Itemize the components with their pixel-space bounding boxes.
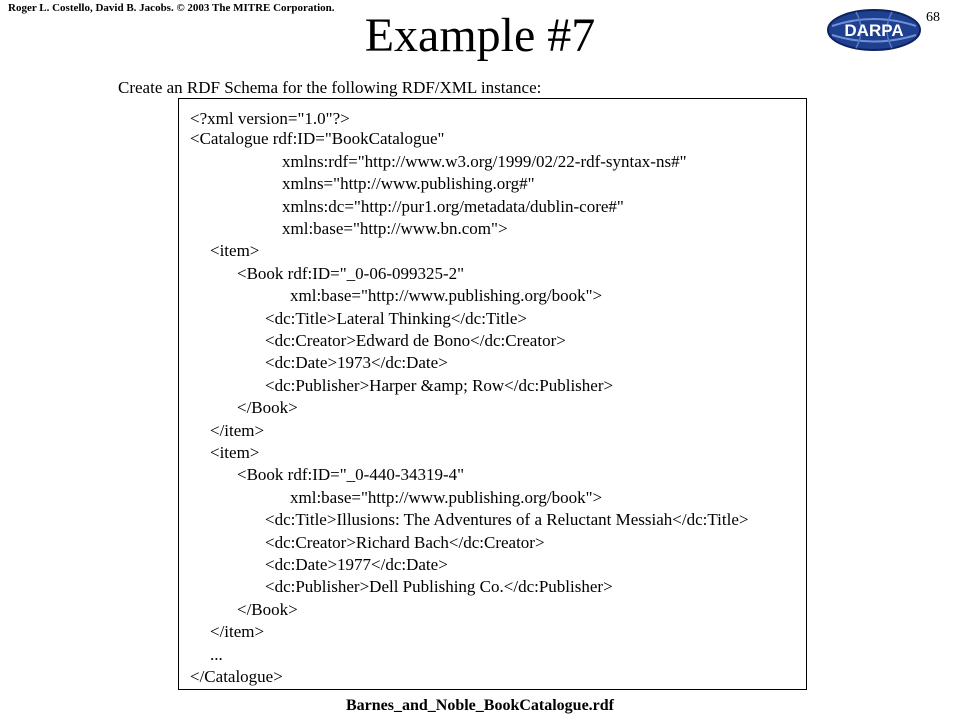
instruction-text: Create an RDF Schema for the following RDF/XML instance: (118, 78, 542, 97)
darpa-logo-text: DARPA (844, 21, 904, 40)
code-line: </Book> (237, 600, 298, 619)
slide-title: Example #7 (364, 9, 596, 62)
code-line: xml:base="http://www.publishing.org/book"> (290, 286, 603, 305)
code-line: xml:base="http://www.bn.com"> (282, 219, 508, 238)
code-line: <Catalogue rdf:ID="BookCatalogue" (190, 129, 445, 148)
file-name-caption: Barnes_and_Noble_BookCatalogue.rdf (345, 697, 615, 714)
code-line: xmlns:rdf="http://www.w3.org/1999/02/22-rdf-syntax-ns#" (282, 152, 687, 171)
code-line: <dc:Date>1973</dc:Date> (265, 353, 448, 372)
code-line: <dc:Date>1977</dc:Date> (265, 555, 448, 574)
code-line: <dc:Creator>Edward de Bono</dc:Creator> (265, 331, 566, 350)
code-line: </Book> (237, 398, 298, 417)
code-line: <Book rdf:ID="_0-06-099325-2" (237, 264, 465, 283)
code-line: xmlns:dc="http://pur1.org/metadata/dublin-core#" (282, 197, 624, 216)
code-line: </item> (210, 421, 265, 440)
rdf-xml-code-box (178, 98, 807, 690)
code-line: <Book rdf:ID="_0-440-34319-4" (237, 465, 465, 484)
code-line: </Catalogue> (190, 667, 283, 686)
code-line: xmlns="http://www.publishing.org#" (282, 174, 535, 193)
code-line: <item> (210, 443, 260, 462)
code-line: ... (210, 645, 223, 664)
code-line: <dc:Creator>Richard Bach</dc:Creator> (265, 533, 545, 552)
code-line: <?xml version="1.0"?> (190, 109, 350, 128)
code-line: <dc:Publisher>Harper &amp; Row</dc:Publisher> (265, 376, 614, 395)
page-number: 68 (926, 10, 940, 25)
code-line: <dc:Title>Lateral Thinking</dc:Title> (265, 309, 528, 328)
code-line: </item> (210, 622, 265, 641)
code-line: xml:base="http://www.publishing.org/book"> (290, 488, 603, 507)
code-line: <dc:Publisher>Dell Publishing Co.</dc:Publisher> (265, 577, 613, 596)
copyright-credit: Roger L. Costello, David B. Jacobs. © 2003 The MITRE Corporation. (8, 2, 335, 14)
code-line: <item> (210, 241, 260, 260)
code-line: <dc:Title>Illusions: The Adventures of a Reluctant Messiah</dc:Title> (265, 510, 749, 529)
